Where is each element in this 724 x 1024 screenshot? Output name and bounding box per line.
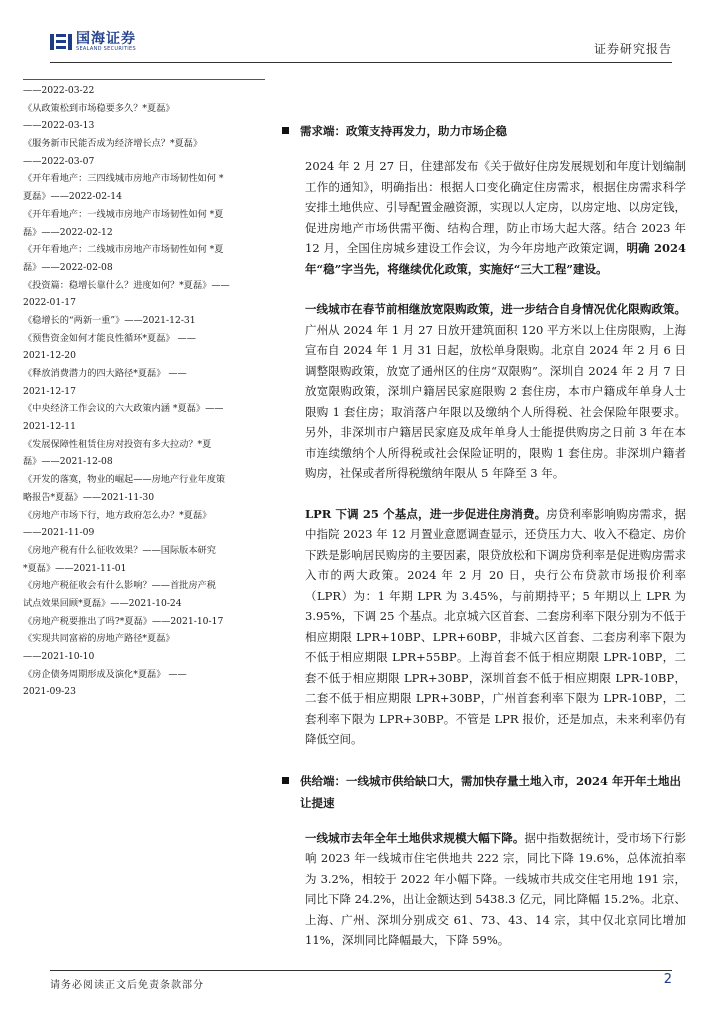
logo-text-cn: 国海证券 [76,30,136,47]
sidebar-report-line: *夏磊》——2021-11-01 [23,562,127,574]
paragraph-lead: 一线城市在春节前相继放宽限购政策，进一步结合自身情况优化限购政策。 [305,302,686,316]
paragraph-text: 2024 年 2 月 27 日，住建部发布《关于做好住房发展规划和年度计划编制工作的通知》，明确指出：根据人口变化确定住房需求，根据住房需求科学安排土地供应、引导配置金融资源，实现以人定房，以房定地、以房定钱，促进房地产市场供需平衡、结构合理，防止市场大起大落。结合 2023 年 12 月，全国住房城乡建设工作会议，为今年房地产政策定调， [305,159,686,255]
sidebar-report-line: 《从政策松到市场稳要多久？*夏磊》 [23,102,175,114]
footer-disclaimer: 请务必阅读正文后免责条款部分 [50,980,204,991]
sidebar-report-line: 略报告*夏磊》——2021-11-30 [23,491,155,503]
paragraph-text: 广州从 2024 年 1 月 27 日放开建筑面积 120 平方米以上住房限购，上海宣布自 2024 年 1 月 31 日起，放松单身限购。北京自 2024 年 2 月 6 日调整限购政策，放宽了通州区的住房“双限购”。深圳自 2024 年 2 月 7 日放宽限购政策，深圳户籍居民家庭限购 2 套住房，本市户籍成年单身人士限购 1 套住房；取消落户年限以及缴纳个人所得税、社会保险年限要求。另外，非深圳市户籍居民家庭及成年单身人士能提供购房之日前 3 年在本市连续缴纳个人所得税或社会保险证明的，限购 1 套住房。非深圳户籍者购房，社保或者所得税缴纳年限从 5 年降至 3 年。 [305,322,686,480]
paragraph [282,504,686,750]
sidebar-list [23,82,265,701]
bullet-square-icon [282,777,289,784]
paragraph-text: 据中指数据统计，受市场下行影响 2023 年一线城市住宅供地共 222 宗，同比下降 19.6%，总体流拍率为 3.2%，相较于 2022 年小幅下降。一线城市共成交住宅用地 191 宗，同比下降 24.2%，出让金额达到 5438.3 亿元，同比降幅 15.2%。北京、上海、广州、深圳分别成交 61、73、43、14 宗，其中仅北京同比增加 11%，深圳同比降幅最大，下降 59%。 [305,830,686,947]
paragraph [282,299,686,484]
paragraph-text: 房贷利率影响购房需求，据中指院 2023 年 12 月置业意愿调查显示，还贷压力大、收入不稳定、房价下跌是影响居民购房的主要因素，限贷放松和下调房贷利率是促进购房需求入市的两大政策。2024 年 2 月 20 日，央行公布贷款市场报价利率（LPR）为：1 年期 LPR 为 3.45%，与前期持平；5 年期以上 LPR 为 3.95%，下调 25 个基点。北京城六区首套、二套房利率下限分别为不低于相应期限 LPR+10BP、LPR+60BP，非城六区首套、二套房利率下限为不低于相应期限 LPR+55BP。上海首套不低于相应期限 LPR-10BP，二套不低于相应期限 LPR+30BP，深圳首套不低于相应期限 LPR-10BP，二套不低于相应期限 LPR+30BP，广州首套利率下限为 LPR-10BP，二套利率下限为 LPR+30BP。不管是 LPR 报价，还是加点，未来利率仍有降低空间。 [305,506,686,746]
page-number: 2 [663,972,672,987]
sidebar-report-line: 磊》——2022-02-12 [23,226,113,238]
sidebar-report-line: 夏磊》——2022-02-14 [23,191,122,203]
sidebar-report-line: 《开发的落寞，物业的崛起——房地产行业年度策 [23,474,226,486]
section-title: 需求端：政策支持再发力，助力市场企稳 [300,124,507,138]
paragraph [282,828,686,951]
section-title: 供给端：一线城市供给缺口大，需加快存量土地入市，2024 年开年土地出让提速 [300,773,682,810]
sidebar-report-line: ——2022-03-22 [23,85,95,96]
report-type-label: 证券研究报告 [593,42,672,56]
sidebar-report-line: 《释放消费潜力的四大路径*夏磊》 —— [23,368,187,379]
sidebar-report-line: 《开年看地产：三四线城市房地产市场韧性如何 * [23,173,224,185]
sidebar-report-line: 《房企债务周期形成及演化*夏磊》 —— [23,668,187,680]
paragraph-lead: 一线城市去年全年土地供求规模大幅下降。 [305,830,525,845]
bullet-square-icon [282,127,289,134]
sidebar-report-line: 《中央经济工作会议的六大政策内涵 *夏磊》—— [23,403,224,415]
sidebar-report-line: 磊》——2021-12-08 [23,456,113,468]
logo-text-en: SEALAND SECURITIES [76,45,136,52]
sidebar-report-line: 《房地产市场下行，地方政府怎么办？*夏磊》 [23,509,212,521]
paragraph-emphasis: 明确 2024 年“稳”字当先，将继续优化政策，实施好“三大工程”建设。 [305,241,686,276]
sidebar-report-line: 《房地产税有什么征收效果？——国际版本研究 [23,544,216,556]
sidebar-report-line: 2021-12-17 [23,385,76,397]
sidebar-report-line: 《服务新市民能否成为经济增长点？*夏磊》 [23,138,203,150]
section-heading-supply [282,770,686,814]
footer-divider [50,970,672,971]
sidebar-report-line: 《预售资金如何才能良性循环*夏磊》 —— [23,332,196,344]
sidebar-report-line: 《稳增长的“两新一重”》——2021-12-31 [23,314,196,326]
main-content [282,120,686,951]
sidebar-report-line: 磊》——2022-02-08 [23,261,113,273]
header-divider [50,62,672,63]
sidebar-report-line: 《房地产税征收会有什么影响？——首批房产税 [23,580,216,592]
sidebar-report-line: 《发展保障性租赁住房对投资有多大拉动？*夏 [23,438,212,450]
sidebar-report-line: 《开年看地产：一线城市房地产市场韧性如何 *夏 [23,208,224,220]
sidebar-report-line: ——2021-10-10 [23,651,95,662]
sidebar-report-line: ——2022-03-13 [23,120,95,132]
sidebar-report-line: 《开年看地产：二线城市房地产市场韧性如何 *夏 [23,244,224,256]
sidebar-report-line: 2021-12-11 [23,421,76,433]
paragraph [282,156,686,279]
company-logo [50,30,136,54]
sidebar-report-line: 《投资篇：稳增长靠什么？进度如何？*夏磊》—— [23,279,230,291]
sidebar-report-line: ——2022-03-07 [23,155,95,167]
sidebar-divider [23,79,265,80]
sidebar-report-line: ——2021-11-09 [23,527,95,539]
paragraph-lead: LPR 下调 25 个基点，进一步促进住房消费。 [305,506,547,521]
sidebar-report-line: 2021-09-23 [23,686,76,698]
section-heading-demand [282,120,686,142]
sidebar-report-line: 《实现共同富裕的房地产路径*夏磊》 [23,633,175,645]
sidebar-report-line: 2021-12-20 [23,350,76,362]
logo-mark-icon [50,32,72,52]
sidebar-report-line: 《房地产税要推出了吗?*夏磊》——2021-10-17 [23,615,224,627]
sidebar-report-line: 2022-01-17 [23,297,76,309]
sidebar-report-line: 试点效果回顾*夏磊》——2021-10-24 [23,597,182,609]
related-reports-sidebar [23,79,265,701]
